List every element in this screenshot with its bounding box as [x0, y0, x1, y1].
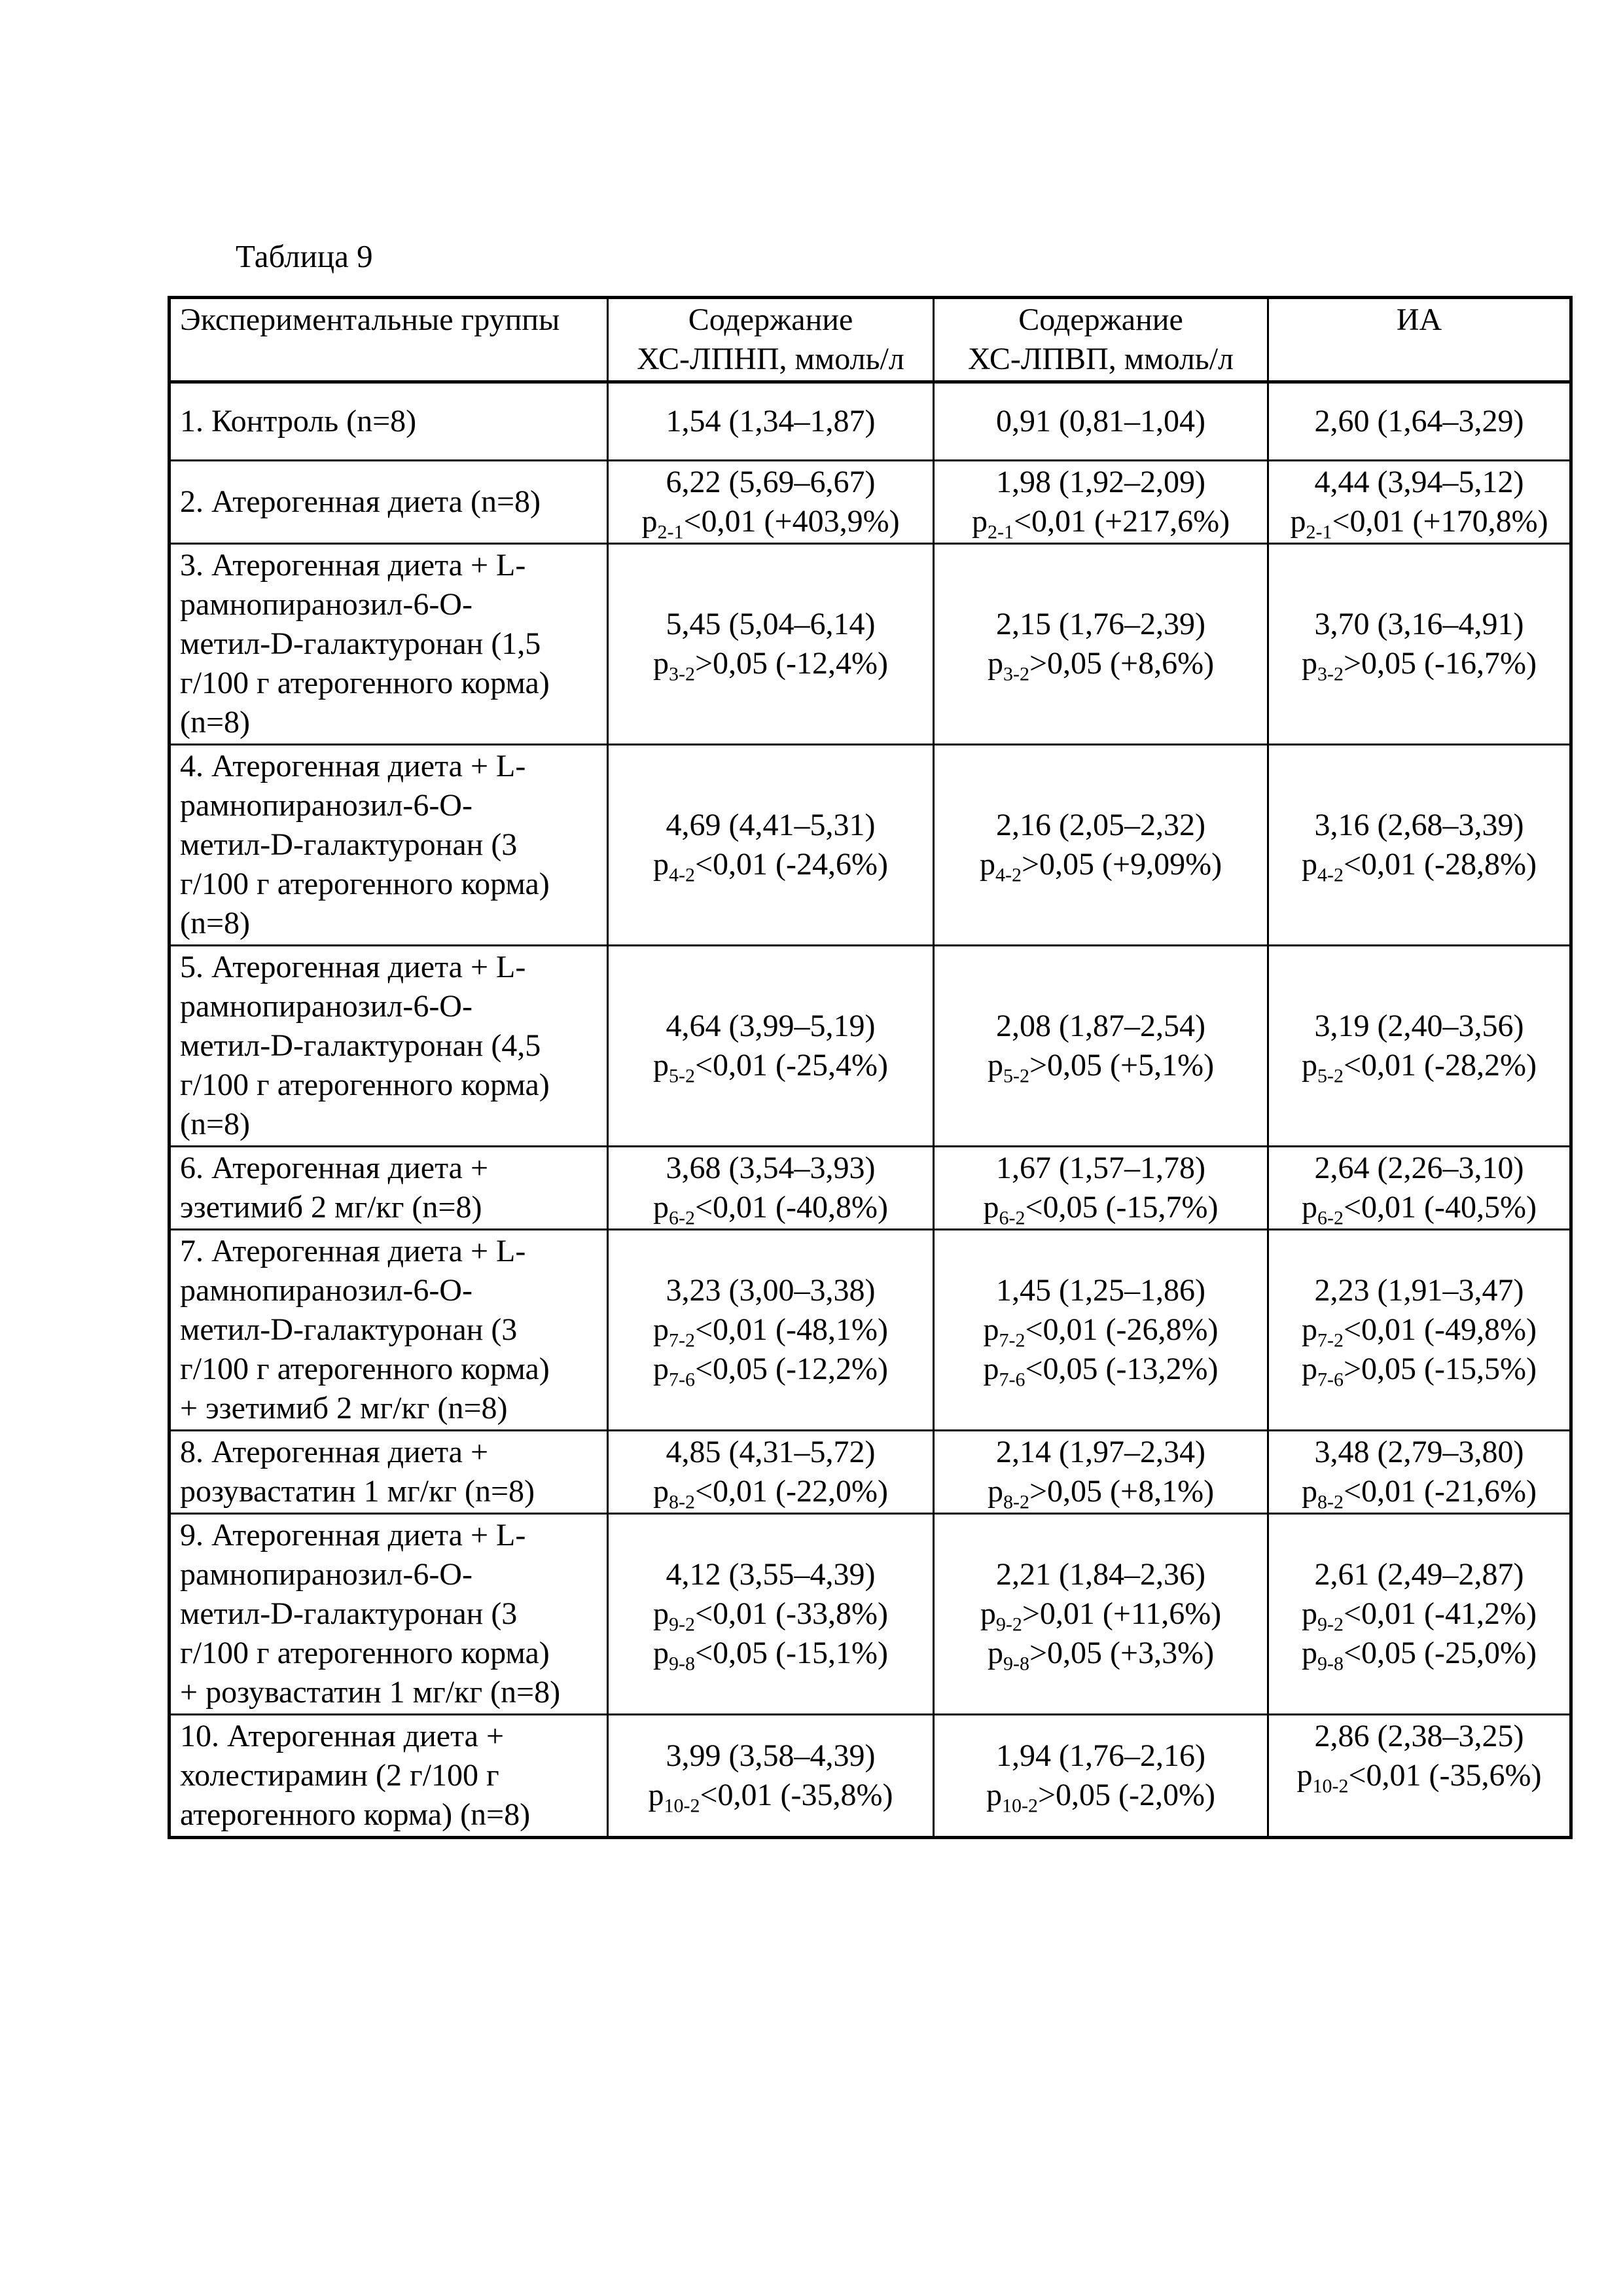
ia-value-cell: 3,70 (3,16–4,91) $p_{3-2}>0,05$ (-16,7%)	[1268, 544, 1571, 745]
table-row	[169, 461, 1571, 544]
table-row	[169, 1514, 1571, 1715]
table-row	[169, 1715, 1571, 1838]
header-label: ХС-ЛПНП, ммоль/л	[637, 342, 904, 376]
group-name-cell: 10. Атерогенная диета + холестирамин (2 г/100 г атерогенного корма) (n=8)	[169, 1715, 608, 1838]
col-header-ldl	[608, 298, 934, 382]
group-name-cell: 9. Атерогенная диета + L- рамнопиранозил-6-O- метил-D-галактуронан (3 г/100 г атерогенного корма) + розувастатин 1 мг/кг (n=8)	[169, 1514, 608, 1715]
table-row	[169, 946, 1571, 1147]
ia-value-cell: 2,61 (2,49–2,87) $p_{9-2}<0,01$ (-41,2%) $p_{9-8}<0,05$ (-25,0%)	[1268, 1514, 1571, 1715]
ldl-value-cell: 5,45 (5,04–6,14) $p_{3-2}>0,05$ (-12,4%)	[608, 544, 934, 745]
table-row	[169, 544, 1571, 745]
group-name-cell: 6. Атерогенная диета + эзетимиб 2 мг/кг (n=8)	[169, 1147, 608, 1230]
ia-value-cell: 2,60 (1,64–3,29)	[1268, 382, 1571, 461]
ldl-value-cell: 4,85 (4,31–5,72) $p_{8-2}<0,01$ (-22,0%)	[608, 1431, 934, 1514]
hdl-value-cell: 2,15 (1,76–2,39) $p_{3-2}>0,05$ (+8,6%)	[934, 544, 1268, 745]
table-head	[169, 298, 1571, 382]
hdl-value-cell: 2,21 (1,84–2,36) $p_{9-2}>0,01$ (+11,6%) $p_{9-8}>0,05$ (+3,3%)	[934, 1514, 1268, 1715]
table-row	[169, 1431, 1571, 1514]
ldl-value-cell: 4,64 (3,99–5,19) $p_{5-2}<0,01$ (-25,4%)	[608, 946, 934, 1147]
table-row	[169, 1147, 1571, 1230]
ia-value-cell: 3,19 (2,40–3,56) $p_{5-2}<0,01$ (-28,2%)	[1268, 946, 1571, 1147]
group-name-cell: 8. Атерогенная диета + розувастатин 1 мг/кг (n=8)	[169, 1431, 608, 1514]
col-header-ia	[1268, 298, 1571, 382]
ia-value-cell: 3,16 (2,68–3,39) $p_{4-2}<0,01$ (-28,8%)	[1268, 745, 1571, 946]
header-label: ИА	[1396, 302, 1442, 337]
ldl-value-cell: 4,12 (3,55–4,39) $p_{9-2}<0,01$ (-33,8%) $p_{9-8}<0,05$ (-15,1%)	[608, 1514, 934, 1715]
ia-value-cell: 4,44 (3,94–5,12) $p_{2-1}<0,01$ (+170,8%)	[1268, 461, 1571, 544]
header-label: ХС-ЛПВП, ммоль/л	[968, 342, 1234, 376]
hdl-value-cell: 2,16 (2,05–2,32) $p_{4-2}>0,05$ (+9,09%)	[934, 745, 1268, 946]
ldl-value-cell: 3,23 (3,00–3,38) $p_{7-2}<0,01$ (-48,1%) $p_{7-6}<0,05$ (-12,2%)	[608, 1230, 934, 1431]
group-name-cell: 1. Контроль (n=8)	[169, 382, 608, 461]
table-row	[169, 382, 1571, 461]
group-name-cell: 4. Атерогенная диета + L- рамнопиранозил-6-O- метил-D-галактуронан (3 г/100 г атерогенного корма) (n=8)	[169, 745, 608, 946]
hdl-value-cell: 1,45 (1,25–1,86) $p_{7-2}<0,01$ (-26,8%) $p_{7-6}<0,05$ (-13,2%)	[934, 1230, 1268, 1431]
header-label: Экспериментальные группы	[180, 302, 560, 337]
ia-value-cell: 2,86 (2,38–3,25) $p_{10-2}<0,01$ (-35,6%)	[1268, 1715, 1571, 1838]
ia-value-cell: 3,48 (2,79–3,80) $p_{8-2}<0,01$ (-21,6%)	[1268, 1431, 1571, 1514]
ia-value-cell: 2,64 (2,26–3,10) $p_{6-2}<0,01$ (-40,5%)	[1268, 1147, 1571, 1230]
results-table	[168, 296, 1573, 1839]
header-row	[169, 298, 1571, 382]
table-caption: Таблица 9	[236, 238, 373, 274]
ldl-value-cell: 6,22 (5,69–6,67) $p_{2-1}<0,01$ (+403,9%)	[608, 461, 934, 544]
ldl-value-cell: 3,68 (3,54–3,93) $p_{6-2}<0,01$ (-40,8%)	[608, 1147, 934, 1230]
table-body	[169, 382, 1571, 1838]
hdl-value-cell: 1,94 (1,76–2,16) $p_{10-2}>0,05$ (-2,0%)	[934, 1715, 1268, 1838]
hdl-value-cell: 2,08 (1,87–2,54) $p_{5-2}>0,05$ (+5,1%)	[934, 946, 1268, 1147]
group-name-cell: 3. Атерогенная диета + L- рамнопиранозил-6-O- метил-D-галактуронан (1,5 г/100 г атерогенного корма) (n=8)	[169, 544, 608, 745]
hdl-value-cell: 0,91 (0,81–1,04)	[934, 382, 1268, 461]
group-name-cell: 5. Атерогенная диета + L- рамнопиранозил-6-O- метил-D-галактуронан (4,5 г/100 г атерогенного корма) (n=8)	[169, 946, 608, 1147]
table-row	[169, 1230, 1571, 1431]
hdl-value-cell: 2,14 (1,97–2,34) $p_{8-2}>0,05$ (+8,1%)	[934, 1431, 1268, 1514]
table-row	[169, 745, 1571, 946]
group-name-cell: 7. Атерогенная диета + L- рамнопиранозил-6-O- метил-D-галактуронан (3 г/100 г атерогенного корма) + эзетимиб 2 мг/кг (n=8)	[169, 1230, 608, 1431]
col-header-groups	[169, 298, 608, 382]
ldl-value-cell: 3,99 (3,58–4,39) $p_{10-2}<0,01$ (-35,8%)	[608, 1715, 934, 1838]
group-name-cell: 2. Атерогенная диета (n=8)	[169, 461, 608, 544]
header-label: Содержание	[1018, 302, 1183, 337]
hdl-value-cell: 1,67 (1,57–1,78) $p_{6-2}<0,05$ (-15,7%)	[934, 1147, 1268, 1230]
col-header-hdl	[934, 298, 1268, 382]
ldl-value-cell: 1,54 (1,34–1,87)	[608, 382, 934, 461]
ia-value-cell: 2,23 (1,91–3,47) $p_{7-2}<0,01$ (-49,8%) $p_{7-6}>0,05$ (-15,5%)	[1268, 1230, 1571, 1431]
hdl-value-cell: 1,98 (1,92–2,09) $p_{2-1}<0,01$ (+217,6%)	[934, 461, 1268, 544]
header-label: Содержание	[688, 302, 853, 337]
ldl-value-cell: 4,69 (4,41–5,31) $p_{4-2}<0,01$ (-24,6%)	[608, 745, 934, 946]
